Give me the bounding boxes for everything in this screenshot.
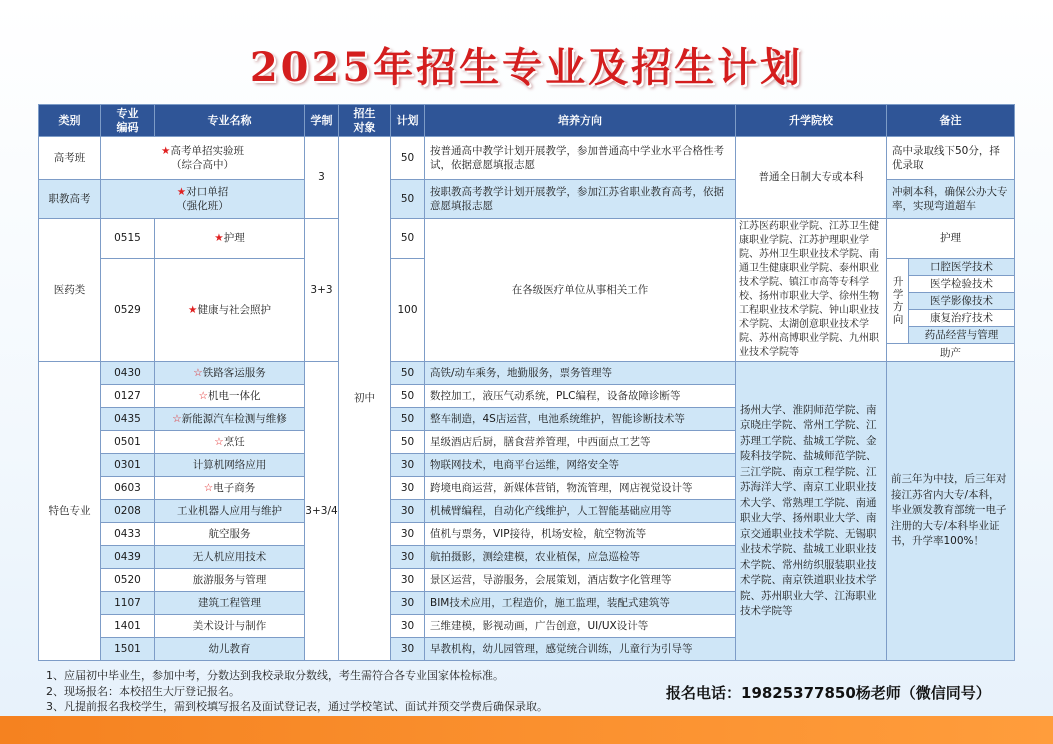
star-mark: ☆ — [198, 389, 208, 402]
plan-cell: 30 — [391, 523, 425, 546]
aid-item: 助产 — [887, 343, 1014, 361]
direction-cell: 景区运营，导游服务，会展策划，酒店数字化管理等 — [425, 569, 736, 592]
star-mark: ☆ — [203, 481, 214, 494]
header-name: 专业名称 — [155, 105, 305, 137]
footnote-item: 3、凡提前报名我校学生，需到校填写报名及面试登记表，通过学校笔试、面试并预交学费后确保录取。 — [46, 700, 548, 713]
code-cell: 1107 — [101, 592, 155, 615]
remark-cell: 前三年为中技，后三年对接江苏省内大专/本科，毕业颁发教育部统一电子注册的大专/本科毕业证书，升学率100%！ — [887, 362, 1015, 661]
plan-cell: 30 — [391, 638, 425, 661]
footnote-item: 2、现场报名：本校招生大厅登记报名。 — [46, 684, 240, 698]
code-cell: 0208 — [101, 500, 155, 523]
footer-bar — [0, 716, 1053, 744]
direction-cell: 星级酒店后厨，膳食营养管理，中西面点工艺等 — [425, 431, 736, 454]
direction-cell: 早教机构，幼儿园管理，感觉统合训练，儿童行为引导等 — [425, 638, 736, 661]
major-name-cell: 航空服务 — [155, 523, 305, 546]
major-name-cell — [155, 408, 305, 431]
major-name-cell — [155, 219, 305, 259]
major-name: 健康与社会照护 — [197, 303, 271, 316]
code-cell: 0430 — [101, 362, 155, 385]
code-cell: 0603 — [101, 477, 155, 500]
header-category: 类别 — [39, 105, 101, 137]
star-mark: ☆ — [193, 366, 203, 379]
table-row — [39, 219, 1015, 259]
plan-cell: 50 — [391, 408, 425, 431]
star-mark: ☆ — [172, 412, 182, 425]
direction-cell: 整车制造，4S店运营，电池系统维护，智能诊断技术等 — [425, 408, 736, 431]
code-cell: 0439 — [101, 546, 155, 569]
plan-cell: 30 — [391, 500, 425, 523]
star-mark: ★ — [176, 185, 187, 198]
category-cell: 特色专业 — [39, 362, 101, 661]
college-cell: 江苏医药职业学院、江苏卫生健康职业学院、江苏护理职业学院、苏州卫生职业技术学院、南通卫生健康职业学院、泰州职业技术学院、镇江市高等专科学校、扬州市职业大学、徐州生物工程职业技术学院、钟山职业技术学院、太湖创意职业技术学院、苏州高博职业学院、九州职业技术学院等 — [736, 219, 887, 362]
major-name-cell: 旅游服务与管理 — [155, 569, 305, 592]
major-name-cell — [155, 362, 305, 385]
major-name: 机电一体化 — [207, 389, 261, 402]
plan-cell: 100 — [391, 259, 425, 362]
major-name-cell — [155, 385, 305, 408]
code-cell: 0301 — [101, 454, 155, 477]
major-name: 电子商务 — [213, 481, 256, 494]
major-subtitle: （强化班） — [176, 200, 229, 212]
header-code: 专业 编码 — [101, 105, 155, 137]
star-mark: ☆ — [214, 435, 224, 448]
upgrade-item: 医学影像技术 — [909, 293, 1014, 310]
duration-cell: 3+3/4 — [305, 362, 339, 661]
plan-cell: 50 — [391, 180, 425, 219]
direction-cell: 按普通高中教学计划开展教学，参加普通高中学业水平合格性考试，依据意愿填报志愿 — [425, 137, 736, 180]
plan-cell: 50 — [391, 137, 425, 180]
category-cell: 高考班 — [39, 137, 101, 180]
duration-cell: 3+3 — [305, 219, 339, 362]
direction-cell: 物联网技术，电商平台运维，网络安全等 — [425, 454, 736, 477]
footnote-item: 1、应届初中毕业生，参加中考，分数达到我校录取分数线，考生需符合各专业国家体检标准。 — [46, 669, 504, 682]
category-cell: 职教高考 — [39, 180, 101, 219]
footnotes — [46, 668, 666, 715]
major-name-cell: 幼儿教育 — [155, 638, 305, 661]
major-name: 新能源汽车检测与维修 — [181, 412, 287, 425]
plan-cell: 50 — [391, 385, 425, 408]
upgrade-item: 医学检验技术 — [909, 276, 1014, 293]
plan-cell: 50 — [391, 431, 425, 454]
plan-cell: 50 — [391, 362, 425, 385]
plan-cell: 30 — [391, 454, 425, 477]
code-cell: 0515 — [101, 219, 155, 259]
plan-cell: 30 — [391, 569, 425, 592]
upgrade-item: 药品经营与管理 — [909, 327, 1014, 343]
direction-cell: 跨境电商运营，新媒体营销，物流管理，网店视觉设计等 — [425, 477, 736, 500]
direction-cell: 机械臂编程，自动化产线维护，人工智能基础应用等 — [425, 500, 736, 523]
major-name-cell — [101, 180, 305, 219]
remark-cell: 护理 — [887, 219, 1015, 259]
code-cell: 0127 — [101, 385, 155, 408]
header-plan: 计划 — [391, 105, 425, 137]
table-row — [39, 137, 1015, 180]
header-duration: 学制 — [305, 105, 339, 137]
plan-cell: 30 — [391, 546, 425, 569]
code-cell: 1501 — [101, 638, 155, 661]
contact-phone: 报名电话：19825377850杨老师（微信同号） — [666, 684, 991, 702]
star-mark: ★ — [161, 144, 171, 157]
code-cell: 0501 — [101, 431, 155, 454]
major-name-cell — [155, 431, 305, 454]
direction-cell: 按职教高考教学计划开展教学，参加江苏省职业教育高考，依据意愿填报志愿 — [425, 180, 736, 219]
upgrade-item: 康复治疗技术 — [909, 310, 1014, 327]
plan-cell: 30 — [391, 477, 425, 500]
major-name-cell: 美术设计与制作 — [155, 615, 305, 638]
major-name-cell: 计算机网络应用 — [155, 454, 305, 477]
upgrade-direction-cell — [887, 259, 1015, 362]
header-college: 升学院校 — [736, 105, 887, 137]
direction-cell: 值机与票务，VIP接待，机场安检，航空物流等 — [425, 523, 736, 546]
enrollment-table — [38, 104, 1015, 661]
header-remark: 备注 — [887, 105, 1015, 137]
college-cell: 普通全日制大专或本科 — [736, 137, 887, 219]
plan-cell: 30 — [391, 592, 425, 615]
star-mark: ★ — [214, 232, 224, 245]
target-cell: 初中 — [339, 137, 391, 661]
code-cell: 0520 — [101, 569, 155, 592]
direction-cell: 在各级医疗单位从事相关工作 — [425, 219, 736, 362]
star-mark: ★ — [188, 303, 198, 316]
remark-cell: 冲刺本科，确保公办大专率，实现弯道超车 — [887, 180, 1015, 219]
plan-cell: 30 — [391, 615, 425, 638]
major-name-cell: 工业机器人应用与维护 — [155, 500, 305, 523]
code-cell: 0433 — [101, 523, 155, 546]
major-name-cell: 无人机应用技术 — [155, 546, 305, 569]
code-cell: 1401 — [101, 615, 155, 638]
major-name: 高考单招实验班 — [170, 144, 244, 157]
upgrade-label: 升学方向 — [887, 259, 909, 343]
code-cell: 0529 — [101, 259, 155, 362]
major-name-cell: 建筑工程管理 — [155, 592, 305, 615]
direction-cell: 三维建模，影视动画，广告创意，UI/UX设计等 — [425, 615, 736, 638]
major-name-cell — [101, 137, 305, 180]
page-title: 2025年招生专业及招生计划 — [249, 44, 804, 91]
header-direction: 培养方向 — [425, 105, 736, 137]
major-name: 铁路客运服务 — [202, 366, 266, 379]
duration-cell: 3 — [305, 137, 339, 219]
direction-cell: 航拍摄影，测绘建模，农业植保，应急巡检等 — [425, 546, 736, 569]
upgrade-item: 口腔医学技术 — [909, 259, 1014, 276]
major-name: 护理 — [223, 232, 245, 245]
header-target: 招生 对象 — [339, 105, 391, 137]
remark-cell: 高中录取线下50分，择优录取 — [887, 137, 1015, 180]
major-name-cell — [155, 259, 305, 362]
code-cell: 0435 — [101, 408, 155, 431]
major-name-cell — [155, 477, 305, 500]
major-name: 对口单招 — [186, 185, 229, 198]
direction-cell: 数控加工，液压气动系统，PLC编程，设备故障诊断等 — [425, 385, 736, 408]
major-name: 烹饪 — [223, 435, 245, 448]
plan-cell: 50 — [391, 219, 425, 259]
category-cell: 医药类 — [39, 219, 101, 362]
table-row — [39, 362, 1015, 385]
direction-cell: BIM技术应用，工程造价，施工监理，装配式建筑等 — [425, 592, 736, 615]
direction-cell: 高铁/动车乘务，地勤服务，票务管理等 — [425, 362, 736, 385]
college-cell: 扬州大学、淮阴师范学院、南京晓庄学院、常州工学院、江苏理工学院、盐城工学院、金陵科技学院、盐城师范学院、三江学院、南京工程学院、江苏海洋大学、南京工业职业技术大学、常熟理工学院、南通职业大学、扬州职业大学、南京交通职业技术学院、无锡职业技术学院、盐城工业职业技术学院、常州纺织服装职业技术学院、南京铁道职业技术学院、苏州职业大学、江海职业技术学院等 — [736, 362, 887, 661]
major-subtitle: （综合高中） — [171, 159, 234, 171]
